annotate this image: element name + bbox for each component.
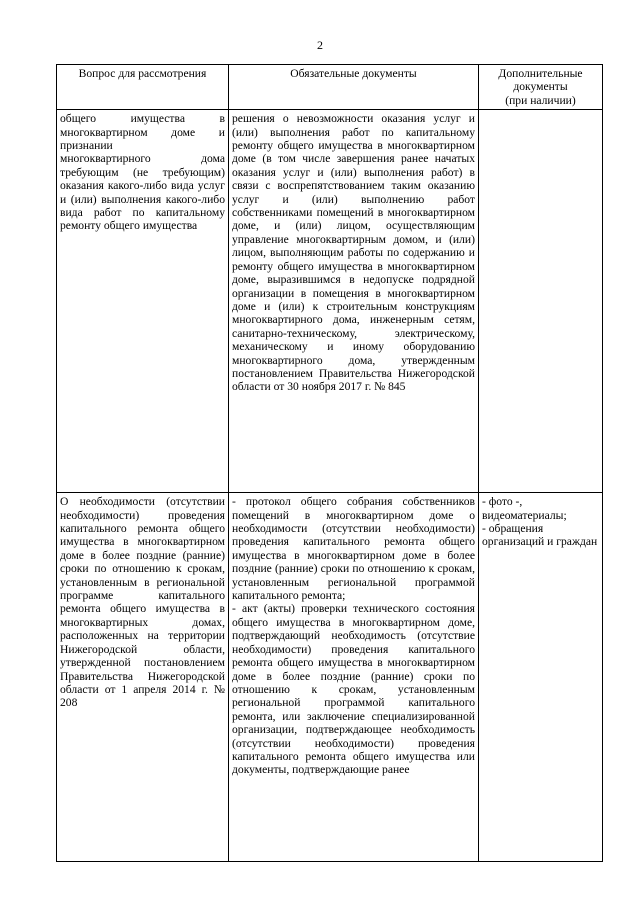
page-number: 2 — [317, 38, 323, 52]
documents-table — [56, 64, 603, 862]
additional-docs-cell: - фото -, видеоматериалы; - обращения организаций и граждан — [479, 493, 603, 862]
required-docs-cell: решения о невозможности оказания услуг и (или) выполнения работ по капитальному ремонту общего имущества в многоквартирном доме (в том числе завершения ранее начатых оказания услуг и (или) выполнения работ) в связи с воспрепятствованием таким оказанию услуг и (или) выполнению работ собственниками помещений в многоквартирном доме, и (или) лицом, осуществляющим управление многоквартирным домом, и (или) лицом, выполняющим работы по содержанию и ремонту общего имущества в многоквартирном доме, выразившимся в недопуске подрядной организации в помещения в многоквартирном доме и (или) к строительным конструкциям многоквартирного дома, инженерным сетям, санитарно-техническому, электрическому, механическому и иному оборудованию многоквартирного дома, утвержденным постановлением Правительства Нижегородской области от 30 ноября 2017 г. № 845 — [229, 110, 479, 493]
table-row — [57, 110, 603, 493]
required-docs-cell: - протокол общего собрания собственников помещений в многоквартирном доме о необходимости (отсутствии необходимости) проведения капитального ремонта общего имущества в многоквартирном доме в более поздние (ранние) сроки по отношению к срокам, установленным региональной программой капитального ремонта; - акт (акты) проверки технического состояния общего имущества в многоквартирном доме, подтверждающий необходимость (отсутствие необходимости) проведения капитального ремонта общего имущества в многоквартирном доме в более поздние (ранние) сроки по отношению к срокам, установленным региональной программой капитального ремонта, или заключение специализированной организации, подтверждающее необходимость (отсутствии необходимости) проведения капитального ремонта общего имущества или документы, подтверждающие ранее — [229, 493, 479, 862]
header-question: Вопрос для рассмотрения — [57, 65, 229, 110]
header-additional-docs: Дополнительные документы (при наличии) — [479, 65, 603, 110]
additional-docs-cell — [479, 110, 603, 493]
table-row — [57, 493, 603, 862]
table-header-row — [57, 65, 603, 110]
question-cell: общего имущества в многоквартирном доме и признании многоквартирного дома требующим (не требующим) оказания какого-либо вида услуг и (или) выполнения какого-либо вида работ по капитальному ремонту общего имущества — [57, 110, 229, 493]
header-required-docs: Обязательные документы — [229, 65, 479, 110]
question-cell: О необходимости (отсутствии необходимости) проведения капитального ремонта общего имущества в многоквартирном доме в более поздние (ранние) сроки по отношению к срокам, установленным в региональной программе капитального ремонта общего имущества в многоквартирных домах, расположенных на территории Нижегородской области, утвержденной постановлением Правительства Нижегородской области от 1 апреля 2014 г. № 208 — [57, 493, 229, 862]
